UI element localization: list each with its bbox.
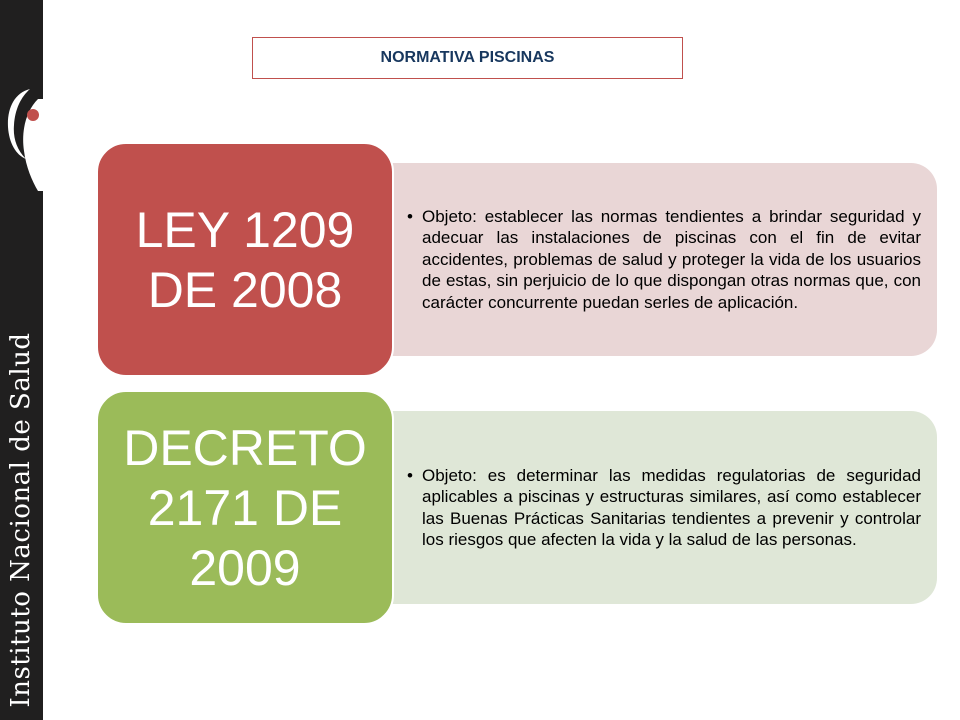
badge-label: DECRETO 2171 DE 2009 [123,419,367,596]
bullet-icon: • [407,206,413,226]
sidebar-institution-name: Instituto Nacional de Salud [6,332,36,708]
description-panel-ley [367,163,937,356]
bullet-item [407,206,921,314]
description-text: Objeto: establecer las normas tendientes a brindar seguridad y adecuar las instalaciones de piscinas con el fin de evitar accidentes, problemas de salud y proteger la vida de los usuarios de estas, sin perjuicio de lo que dispongan otras normas que, con carácter concurrente puedan serles de aplicación. [422,206,921,312]
badge-decreto-2171 [96,390,394,625]
page-title: NORMATIVA PISCINAS [380,49,555,66]
bullet-item [407,465,921,551]
ins-logo-icon [0,85,43,195]
title-box [252,37,683,79]
bullet-icon: • [407,465,413,485]
description-text: Objeto: es determinar las medidas regulatorias de seguridad aplicables a piscinas y estructuras similares, así como establecer las Buenas Prácticas Sanitarias tendientes a prevenir y controlar los riesgos que afecten la vida y la salud de las personas. [422,465,921,549]
badge-ley-1209 [96,142,394,377]
description-panel-decreto [367,411,937,604]
sidebar [0,0,43,720]
badge-label: LEY 1209 DE 2008 [135,201,355,318]
